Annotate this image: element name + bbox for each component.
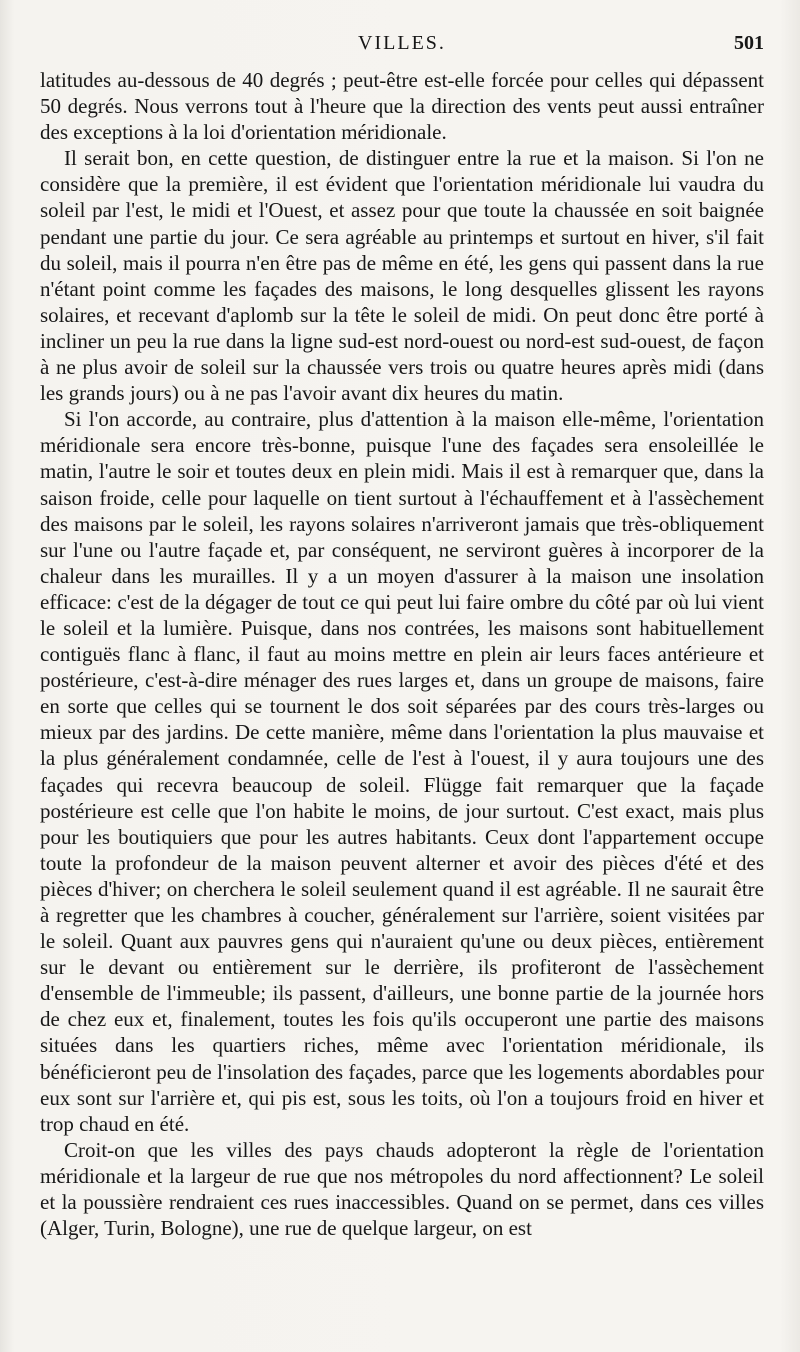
running-title: VILLES.: [358, 32, 446, 54]
paragraph-street-vs-house: Il serait bon, en cette question, de distinguer entre la rue et la maison. Si l'on ne considère que la première, il est évident que l'orientation méridionale lui vaudra du soleil par l'est, le midi et l'Ouest, et assez pour que toute la chaussée en soit baignée pendant une partie du jour. Ce sera agréable au printemps et surtout en hiver, s'il fait du soleil, mais il pourra n'en être pas de même en été, les gens qui passent dans la rue n'étant point comme les façades des maisons, le long desquelles glissent les rayons solaires, et recevant d'aplomb sur la tête le soleil de midi. On peut donc être porté à incliner un peu la rue dans la ligne sud-est nord-ouest ou nord-est sud-ouest, de façon à ne plus avoir de soleil sur la chaussée vers trois ou quatre heures après midi (dans les grands jours) ou à ne pas l'avoir avant dix heures du matin.: [40, 146, 764, 406]
paragraph-hot-countries: Croit-on que les villes des pays chauds adopteront la règle de l'orientation méridionale et la largeur de rue que nos métropoles du nord affectionnent? Le soleil et la poussière rendraient ces rues inaccessibles. Quand on se permet, dans ces villes (Alger, Turin, Bologne), une rue de quelque largeur, on est: [40, 1137, 764, 1241]
paragraph-continuation: latitudes au-dessous de 40 degrés ; peut-être est-elle forcée pour celles qui dépassent 50 degrés. Nous verrons tout à l'heure que la direction des vents peut aussi entraîner des exceptions à la loi d'orientation méridionale.: [40, 68, 764, 145]
paragraph-house-orientation: Si l'on accorde, au contraire, plus d'attention à la maison elle-même, l'orientation méridionale sera encore très-bonne, puisque l'une des façades sera ensoleillée le matin, l'autre le soir et toutes deux en plein midi. Mais il est à remarquer que, dans la saison froide, celle pour laquelle on tient surtout à l'échauffement et à l'assèchement des maisons par le soleil, les rayons solaires n'arriveront jamais que très-obliquement sur l'une ou l'autre façade et, par conséquent, ne serviront guères à incorporer de la chaleur dans les murailles. Il y a un moyen d'assurer à la maison une insolation efficace: c'est de la dégager de tout ce qui peut lui faire ombre du côté par où lui vient le soleil et la lumière. Puisque, dans nos contrées, les maisons sont habituellement contiguës flanc à flanc, il faut au moins mettre en plein air leurs faces antérieure et postérieure, c'est-à-dire ménager des rues larges et, dans un groupe de maisons, faire en sorte que celles qui se tournent le dos soit séparées par des cours très-larges ou mieux par des jardins. De cette manière, même dans l'orientation la plus mauvaise et la plus généralement condamnée, celle de l'est à l'ouest, il y aura toujours une des façades qui recevra beaucoup de soleil. Flügge fait remarquer que la façade postérieure est celle que l'on habite le moins, de jour surtout. C'est exact, mais plus pour les boutiquiers que pour les autres habitants. Ceux dont l'appartement occupe toute la profondeur de la maison peuvent alterner et avoir des pièces d'été et des pièces d'hiver; on cherchera le soleil seulement quand il est agréable. Il ne saurait être à regretter que les chambres à coucher, généralement sur l'arrière, soient visitées par le soleil. Quant aux pauvres gens qui n'auraient qu'une ou deux pièces, entièrement sur le devant ou entièrement sur le derrière, ils profiteront de l'assèchement d'ensemble de l'immeuble; ils passent, d'ailleurs, une bonne partie de la journée hors de chez eux et, finalement, toutes les fois qu'ils occuperont une partie des maisons situées dans les quartiers riches, même avec l'orientation méridionale, ils bénéficieront peu de l'insolation des façades, parce que les logements abordables pour eux sont sur l'arrière et, qui pis est, sous les toits, où l'on a toujours froid en hiver et trop chaud en été.: [40, 407, 764, 1136]
page-number: 501: [734, 32, 764, 54]
body-text: [40, 67, 764, 1241]
running-head: [40, 32, 764, 62]
